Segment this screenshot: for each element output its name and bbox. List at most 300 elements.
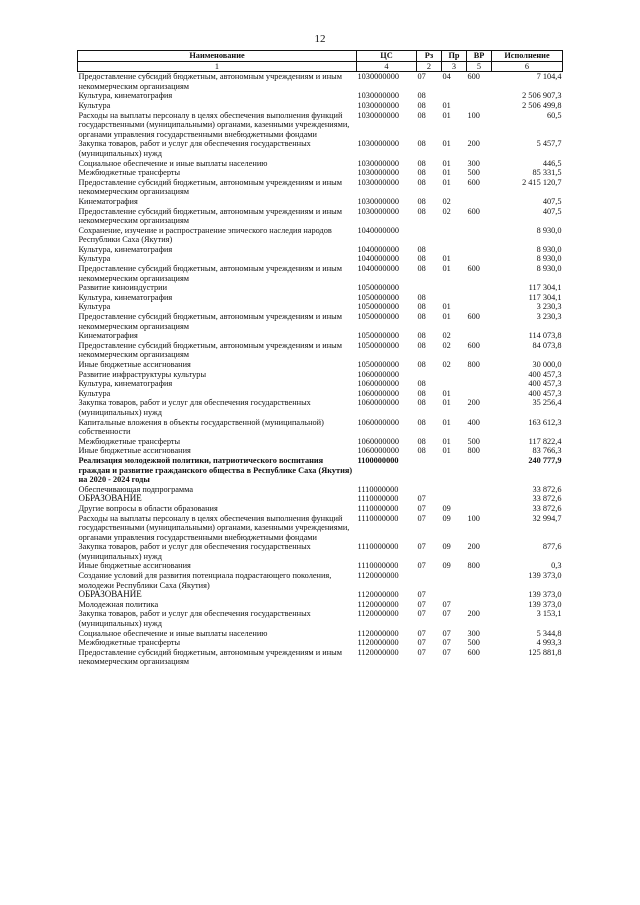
cell-pr xyxy=(442,494,467,504)
table-row xyxy=(78,207,563,226)
cell-pr: 01 xyxy=(442,436,451,446)
cell-rz: 08 xyxy=(417,446,426,456)
column-index-rz: 2 xyxy=(417,61,442,72)
cell-cs: 1110000000 xyxy=(357,484,399,494)
cell-pr: 01 xyxy=(442,168,451,178)
cell-name: Культура, кинематография xyxy=(78,244,173,254)
cell-sum: 877,6 xyxy=(542,542,562,552)
cell-vr xyxy=(467,302,492,312)
cell-rz: 08 xyxy=(417,331,426,341)
cell-pr: 01 xyxy=(442,302,451,312)
table-row xyxy=(78,600,563,610)
cell-vr xyxy=(467,389,492,399)
table-row xyxy=(78,226,563,245)
table-row xyxy=(78,542,563,561)
column-index-pr: 3 xyxy=(442,61,467,72)
cell-cs: 1050000000 xyxy=(357,283,399,293)
cell-sum: 60,5 xyxy=(546,110,562,120)
cell-rz: 07 xyxy=(417,647,426,657)
cell-cs: 1110000000 xyxy=(357,561,399,571)
cell-cs: 1060000000 xyxy=(357,446,399,456)
cell-vr xyxy=(467,379,492,389)
cell-sum: 32 994,7 xyxy=(532,513,562,523)
cell-vr: 500 xyxy=(467,168,480,178)
cell-rz: 07 xyxy=(417,609,426,619)
cell-sum: 400 457,3 xyxy=(528,369,562,379)
table-row xyxy=(78,398,563,417)
cell-cs: 1060000000 xyxy=(357,436,399,446)
cell-cs: 1120000000 xyxy=(357,647,399,657)
table-row xyxy=(78,178,563,197)
cell-sum: 5 344,8 xyxy=(536,628,562,638)
cell-name: Культура xyxy=(78,100,111,110)
table-row xyxy=(78,370,563,380)
cell-name: Развитие киноиндустрии xyxy=(78,283,168,293)
cell-vr xyxy=(467,590,492,600)
table-row xyxy=(78,283,563,293)
cell-cs: 1040000000 xyxy=(357,254,399,264)
table-row xyxy=(78,504,563,514)
cell-rz: 07 xyxy=(417,628,426,638)
column-index-cs: 4 xyxy=(357,61,417,72)
cell-vr: 600 xyxy=(467,312,480,322)
cell-vr xyxy=(467,494,492,504)
cell-pr: 01 xyxy=(442,139,451,149)
cell-vr: 500 xyxy=(467,638,480,648)
cell-vr: 400 xyxy=(467,417,480,427)
cell-sum: 407,5 xyxy=(542,196,562,206)
cell-cs: 1100000000 xyxy=(357,455,399,465)
cell-name: ОБРАЗОВАНИЕ xyxy=(78,589,142,600)
cell-cs: 1050000000 xyxy=(357,340,399,350)
cell-rz: 08 xyxy=(417,312,426,322)
cell-cs: 1030000000 xyxy=(357,100,399,110)
cell-vr xyxy=(467,254,492,264)
column-header-pr: Пр xyxy=(442,51,467,62)
cell-pr xyxy=(442,226,467,245)
table-row xyxy=(78,360,563,370)
table-row xyxy=(78,418,563,437)
cell-vr: 800 xyxy=(467,360,480,369)
table-row xyxy=(78,609,563,628)
cell-vr: 300 xyxy=(467,158,480,168)
table-row xyxy=(78,159,563,169)
cell-cs: 1110000000 xyxy=(357,494,399,504)
table-row xyxy=(78,312,563,331)
cell-name: Культура, кинематография xyxy=(78,91,173,101)
cell-rz: 08 xyxy=(417,110,426,120)
column-index-name: 1 xyxy=(78,61,357,72)
cell-rz: 08 xyxy=(417,360,426,369)
cell-pr: 01 xyxy=(442,388,451,398)
cell-sum: 8 930,0 xyxy=(536,254,562,264)
cell-name: Расходы на выплаты персоналу в целях обеспечения выполнения функций государственными (муниципальными) органами, казенными учреждениями, органами управления государственными внебюджетными фондами xyxy=(78,110,350,139)
cell-sum: 446,5 xyxy=(542,158,562,168)
cell-name: Реализация молодежной политики, патриотического воспитания граждан и развитие гражданского общества в Республике Саха (Якутия) на 2020 - 2024 годы xyxy=(78,455,353,485)
cell-name: Предоставление субсидий бюджетным, автономным учреждениям и иным некоммерческим организациям xyxy=(78,647,342,667)
cell-cs: 1030000000 xyxy=(357,158,399,168)
cell-vr xyxy=(467,91,492,101)
cell-cs: 1050000000 xyxy=(357,302,399,312)
cell-sum: 84 073,8 xyxy=(532,340,562,350)
cell-name: Развитие инфраструктуры культуры xyxy=(78,369,207,379)
cell-pr: 02 xyxy=(442,331,451,341)
cell-vr: 600 xyxy=(467,206,480,216)
table-row xyxy=(78,91,563,101)
cell-rz xyxy=(417,283,442,293)
cell-name: Молодежная политика xyxy=(78,599,159,609)
cell-rz: 07 xyxy=(417,503,426,513)
cell-name: Кинематография xyxy=(78,196,138,206)
cell-sum: 125 881,8 xyxy=(528,647,562,657)
cell-cs: 1030000000 xyxy=(357,196,399,206)
table-row xyxy=(78,111,563,140)
table-row xyxy=(78,293,563,303)
cell-sum: 117 304,1 xyxy=(528,283,562,293)
cell-rz: 08 xyxy=(417,254,426,264)
cell-name: Предоставление субсидий бюджетным, автономным учреждениям и иным некоммерческим организациям xyxy=(78,177,342,197)
cell-cs: 1040000000 xyxy=(357,264,399,274)
cell-cs: 1120000000 xyxy=(357,571,399,581)
cell-pr: 04 xyxy=(442,72,451,82)
cell-rz: 08 xyxy=(417,398,426,408)
cell-vr: 500 xyxy=(467,436,480,446)
cell-pr: 01 xyxy=(442,110,451,120)
cell-rz xyxy=(417,370,442,380)
cell-cs: 1110000000 xyxy=(357,513,399,523)
cell-rz: 08 xyxy=(417,292,426,302)
cell-pr: 02 xyxy=(442,196,451,206)
cell-rz: 08 xyxy=(417,168,426,178)
cell-sum: 8 930,0 xyxy=(536,244,562,254)
cell-rz xyxy=(417,456,442,485)
cell-sum: 33 872,6 xyxy=(532,503,562,513)
cell-rz xyxy=(417,571,442,590)
cell-pr: 01 xyxy=(442,158,451,168)
cell-pr: 02 xyxy=(442,360,451,369)
cell-sum: 407,5 xyxy=(542,206,562,216)
table-row xyxy=(78,331,563,341)
cell-cs: 1060000000 xyxy=(357,379,399,389)
cell-sum: 85 331,5 xyxy=(532,168,562,178)
table-header-row xyxy=(78,51,563,62)
cell-cs: 1120000000 xyxy=(357,609,399,619)
table-row xyxy=(78,379,563,389)
cell-rz: 07 xyxy=(417,513,426,523)
cell-rz: 07 xyxy=(417,72,426,82)
table-row xyxy=(78,389,563,399)
cell-cs: 1110000000 xyxy=(357,503,399,513)
table-body xyxy=(78,72,563,667)
cell-pr: 01 xyxy=(442,398,451,408)
cell-vr: 200 xyxy=(467,609,480,619)
cell-vr: 600 xyxy=(467,72,480,82)
cell-name: Капитальные вложения в объекты государственной (муниципальной) собственности xyxy=(78,417,324,437)
cell-sum: 139 373,0 xyxy=(528,590,562,600)
cell-rz: 08 xyxy=(417,417,426,427)
cell-vr: 600 xyxy=(467,340,480,350)
table-row xyxy=(78,139,563,158)
cell-cs: 1110000000 xyxy=(357,542,399,552)
budget-table-sheet xyxy=(77,50,562,667)
cell-pr: 07 xyxy=(442,599,451,609)
cell-sum: 3 230,3 xyxy=(536,312,562,322)
cell-vr: 100 xyxy=(467,513,480,523)
cell-sum: 117 304,1 xyxy=(528,292,562,302)
cell-vr xyxy=(467,283,492,293)
cell-name: Иные бюджетные ассигнования xyxy=(78,360,191,369)
cell-cs: 1030000000 xyxy=(357,206,399,216)
cell-rz xyxy=(417,226,442,245)
cell-sum: 33 872,6 xyxy=(532,484,562,494)
cell-sum: 163 612,3 xyxy=(528,417,562,427)
cell-rz: 07 xyxy=(417,561,426,571)
cell-pr: 01 xyxy=(442,177,451,187)
table-row xyxy=(78,341,563,360)
cell-name: Закупка товаров, работ и услуг для обеспечения государственных (муниципальных) нужд xyxy=(78,609,311,629)
cell-sum: 400 457,3 xyxy=(528,388,562,398)
cell-rz: 08 xyxy=(417,196,426,206)
column-header-vr: ВР xyxy=(467,51,492,62)
cell-pr xyxy=(442,293,467,303)
cell-rz: 07 xyxy=(417,638,426,648)
cell-name: Культура xyxy=(78,388,111,398)
cell-cs: 1120000000 xyxy=(357,638,399,648)
cell-vr xyxy=(467,571,492,590)
cell-pr: 01 xyxy=(442,254,451,264)
table-row xyxy=(78,168,563,178)
column-index-vr: 5 xyxy=(467,61,492,72)
cell-sum: 2 506 499,8 xyxy=(522,100,562,110)
cell-cs: 1060000000 xyxy=(357,398,399,408)
cell-pr xyxy=(442,571,467,590)
cell-sum: 0,3 xyxy=(551,561,562,571)
table-row xyxy=(78,446,563,456)
cell-pr: 09 xyxy=(442,542,451,552)
cell-cs: 1030000000 xyxy=(357,110,399,120)
cell-name: Культура, кинематография xyxy=(78,379,173,389)
cell-sum: 83 766,3 xyxy=(532,446,562,456)
cell-sum: 3 230,3 xyxy=(536,302,562,312)
table-row xyxy=(78,629,563,639)
cell-vr xyxy=(467,485,492,495)
table-row xyxy=(78,561,563,571)
cell-vr: 200 xyxy=(467,398,480,408)
cell-sum: 400 457,3 xyxy=(528,379,562,389)
table-row xyxy=(78,302,563,312)
cell-name: Предоставление субсидий бюджетным, автономным учреждениям и иным некоммерческим организациям xyxy=(78,264,342,283)
cell-pr: 02 xyxy=(442,206,451,216)
cell-cs: 1060000000 xyxy=(357,388,399,398)
cell-rz: 08 xyxy=(417,91,426,101)
cell-name: Закупка товаров, работ и услуг для обеспечения государственных (муниципальных) нужд xyxy=(78,542,311,561)
cell-pr: 01 xyxy=(442,417,451,427)
table-row xyxy=(78,101,563,111)
cell-cs: 1030000000 xyxy=(357,168,399,178)
cell-rz xyxy=(417,485,442,495)
cell-vr xyxy=(467,331,492,341)
cell-name: Межбюджетные трансферты xyxy=(78,436,181,446)
cell-name: Сохранение, изучение и распространение эпического наследия народов Республики Саха (Якутия) xyxy=(78,225,332,245)
table-row xyxy=(78,456,563,485)
column-header-cs: ЦС xyxy=(357,51,417,62)
budget-execution-table xyxy=(77,50,563,667)
cell-pr xyxy=(442,283,467,293)
cell-pr xyxy=(442,91,467,101)
cell-sum: 35 256,4 xyxy=(532,398,562,408)
cell-name: Межбюджетные трансферты xyxy=(78,638,181,648)
cell-vr xyxy=(467,226,492,245)
cell-rz: 08 xyxy=(417,379,426,389)
cell-pr xyxy=(442,370,467,380)
cell-cs: 1050000000 xyxy=(357,331,399,341)
table-row xyxy=(78,485,563,495)
cell-sum: 114 073,8 xyxy=(528,331,562,341)
cell-pr: 09 xyxy=(442,503,451,513)
cell-rz: 07 xyxy=(417,599,426,609)
column-header-name: Наименование xyxy=(78,51,357,62)
cell-name: Другие вопросы в области образования xyxy=(78,503,218,513)
cell-rz: 07 xyxy=(417,542,426,552)
cell-cs: 1030000000 xyxy=(357,91,399,101)
cell-name: Кинематография xyxy=(78,331,138,341)
cell-rz: 08 xyxy=(417,244,426,254)
cell-vr xyxy=(467,504,492,514)
cell-vr xyxy=(467,293,492,303)
cell-sum: 117 822,4 xyxy=(528,436,562,446)
table-row xyxy=(78,437,563,447)
table-index-row xyxy=(78,61,563,72)
cell-rz: 08 xyxy=(417,388,426,398)
cell-pr: 09 xyxy=(442,561,451,571)
cell-cs: 1060000000 xyxy=(357,369,399,379)
cell-name: Предоставление субсидий бюджетным, автономным учреждениям и иным некоммерческим организациям xyxy=(78,340,342,360)
cell-name: Иные бюджетные ассигнования xyxy=(78,561,191,571)
cell-pr xyxy=(442,456,467,485)
cell-name: Закупка товаров, работ и услуг для обеспечения государственных (муниципальных) нужд xyxy=(78,398,311,417)
cell-cs: 1120000000 xyxy=(357,628,399,638)
cell-name: Предоставление субсидий бюджетным, автономным учреждениям и иным некоммерческим организациям xyxy=(78,312,342,331)
cell-name: Создание условий для развития потенциала подрастающего поколения, молодежи Республики Саха (Якутия) xyxy=(78,571,332,590)
table-row xyxy=(78,254,563,264)
cell-cs: 1120000000 xyxy=(357,590,399,600)
cell-rz: 08 xyxy=(417,100,426,110)
cell-vr xyxy=(467,245,492,255)
table-row xyxy=(78,197,563,207)
cell-name: Культура, кинематография xyxy=(78,292,173,302)
cell-pr xyxy=(442,590,467,600)
cell-sum: 8 930,0 xyxy=(536,264,562,274)
cell-rz: 07 xyxy=(417,494,426,504)
cell-cs: 1050000000 xyxy=(357,292,399,302)
table-row xyxy=(78,72,563,92)
cell-name: Обеспечивающая подпрограмма xyxy=(78,484,194,494)
cell-name: ОБРАЗОВАНИЕ xyxy=(78,493,142,504)
cell-sum: 33 872,6 xyxy=(532,494,562,504)
cell-name: Предоставление субсидий бюджетным, автономным учреждениям и иным некоммерческим организациям xyxy=(78,72,342,91)
cell-pr: 02 xyxy=(442,340,451,350)
cell-name: Расходы на выплаты персоналу в целях обеспечения выполнения функций государственными (муниципальными) органами, казенными учреждениями, органами управления государственными внебюджетными фондами xyxy=(78,513,350,542)
cell-rz: 08 xyxy=(417,340,426,350)
cell-pr xyxy=(442,245,467,255)
cell-cs: 1040000000 xyxy=(357,244,399,254)
cell-rz: 07 xyxy=(417,590,426,600)
cell-sum: 2 415 120,7 xyxy=(522,177,562,187)
cell-vr: 600 xyxy=(467,177,480,187)
cell-sum: 30 000,0 xyxy=(532,360,562,369)
table-row xyxy=(78,571,563,590)
cell-pr xyxy=(442,379,467,389)
cell-sum: 139 373,0 xyxy=(528,599,562,609)
column-header-sum: Исполнение xyxy=(492,51,563,62)
cell-pr xyxy=(442,485,467,495)
cell-cs: 1050000000 xyxy=(357,360,399,369)
table-row xyxy=(78,245,563,255)
column-index-sum: 6 xyxy=(492,61,563,72)
cell-pr: 01 xyxy=(442,264,451,274)
column-header-rz: Рз xyxy=(417,51,442,62)
cell-vr: 100 xyxy=(467,110,480,120)
cell-vr: 300 xyxy=(467,628,480,638)
cell-pr: 07 xyxy=(442,647,451,657)
cell-rz: 08 xyxy=(417,302,426,312)
cell-rz: 08 xyxy=(417,139,426,149)
cell-name: Межбюджетные трансферты xyxy=(78,168,181,178)
cell-sum: 240 777,9 xyxy=(528,455,562,465)
cell-rz: 08 xyxy=(417,264,426,274)
cell-vr xyxy=(467,456,492,485)
cell-rz: 08 xyxy=(417,436,426,446)
cell-vr: 200 xyxy=(467,139,480,149)
table-row xyxy=(78,494,563,504)
cell-vr: 800 xyxy=(467,561,480,571)
cell-vr: 600 xyxy=(467,264,480,274)
cell-pr: 07 xyxy=(442,628,451,638)
cell-cs: 1040000000 xyxy=(357,225,399,235)
cell-name: Закупка товаров, работ и услуг для обеспечения государственных (муниципальных) нужд xyxy=(78,139,311,158)
table-row xyxy=(78,648,563,667)
cell-vr xyxy=(467,370,492,380)
cell-vr: 600 xyxy=(467,647,480,657)
cell-vr: 200 xyxy=(467,542,480,552)
cell-pr: 07 xyxy=(442,609,451,619)
table-row xyxy=(78,264,563,283)
cell-name: Социальное обеспечение и иные выплаты населению xyxy=(78,628,268,638)
cell-cs: 1060000000 xyxy=(357,417,399,427)
cell-pr: 01 xyxy=(442,446,451,456)
cell-sum: 4 993,3 xyxy=(536,638,562,648)
cell-name: Социальное обеспечение и иные выплаты населению xyxy=(78,158,268,168)
cell-sum: 3 153,1 xyxy=(536,609,562,619)
cell-cs: 1050000000 xyxy=(357,312,399,322)
cell-name: Иные бюджетные ассигнования xyxy=(78,446,191,456)
cell-pr: 07 xyxy=(442,638,451,648)
table-row xyxy=(78,590,563,600)
cell-vr: 800 xyxy=(467,446,480,456)
cell-sum: 2 506 907,3 xyxy=(522,91,562,101)
cell-cs: 1030000000 xyxy=(357,177,399,187)
cell-sum: 5 457,7 xyxy=(536,139,562,149)
cell-pr: 01 xyxy=(442,100,451,110)
cell-sum: 8 930,0 xyxy=(536,225,562,235)
cell-pr: 09 xyxy=(442,513,451,523)
page-number: 12 xyxy=(314,33,326,45)
cell-vr xyxy=(467,101,492,111)
cell-name: Культура xyxy=(78,302,111,312)
cell-rz: 08 xyxy=(417,206,426,216)
cell-rz: 08 xyxy=(417,158,426,168)
cell-name: Предоставление субсидий бюджетным, автономным учреждениям и иным некоммерческим организациям xyxy=(78,206,342,226)
